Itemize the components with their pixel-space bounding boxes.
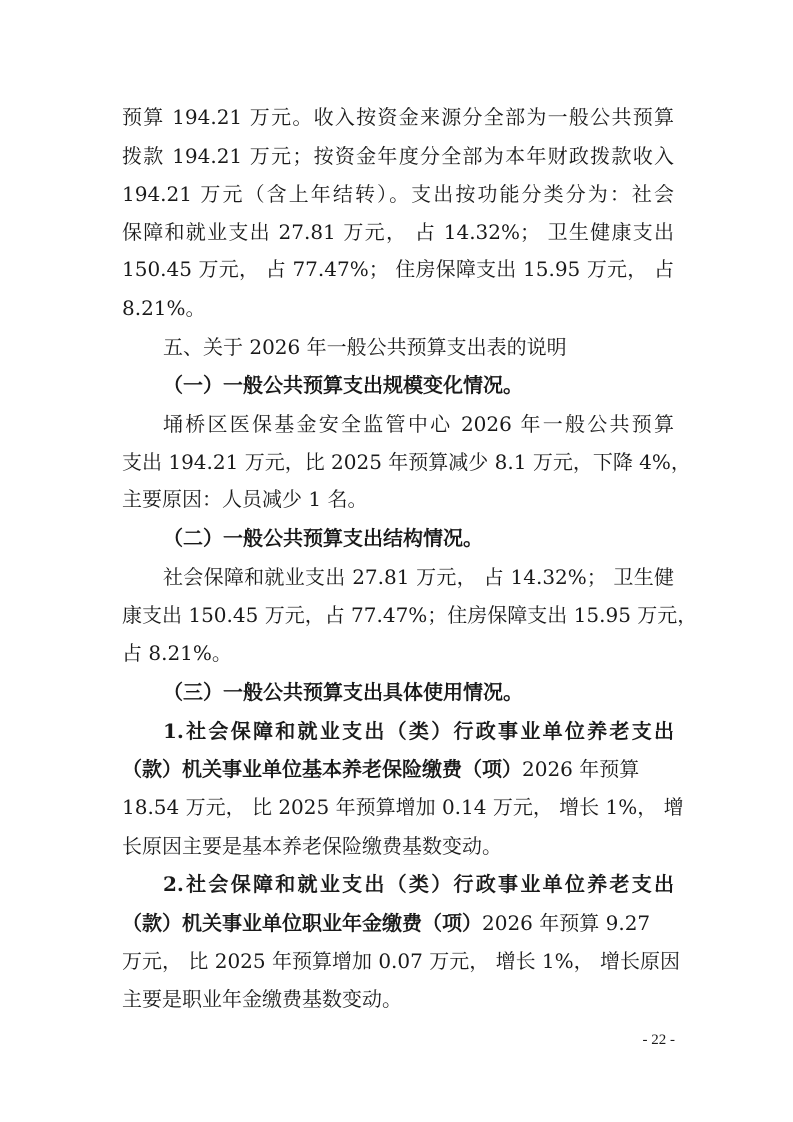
paragraph-line: 社会保障和就业支出 27.81 万元， 占 14.32%； 卫生健 (163, 565, 674, 589)
item-amount-text: 2026 年预算 (522, 757, 640, 781)
section-heading: 五、关于 2026 年一般公共预算支出表的说明 (163, 335, 567, 359)
paragraph-line: 拨款 194.21 万元；按资金年度分全部为本年财政拨款收入 (122, 144, 674, 168)
item-heading: 1.社会保障和就业支出（类）行政事业单位养老支出 (163, 719, 674, 743)
item-amount-text: 2026 年预算 9.27 (482, 911, 651, 935)
paragraph-line: 194.21 万元（含上年结转）。支出按功能分类分为：社会 (122, 182, 674, 206)
paragraph-line: 150.45 万元， 占 77.47%； 住房保障支出 15.95 万元， 占 (122, 257, 674, 281)
paragraph-line (122, 756, 674, 782)
subsection-heading: （二）一般公共预算支出结构情况。 (163, 526, 483, 550)
paragraph-line: 主要原因：人员减少 1 名。 (122, 487, 368, 511)
item-heading: 2.社会保障和就业支出（类）行政事业单位养老支出 (163, 872, 674, 896)
paragraph-line: 8.21%。 (122, 296, 206, 320)
paragraph-line: 主要是职业年金缴费基数变动。 (122, 987, 402, 1011)
paragraph-line: 埇桥区医保基金安全监管中心 2026 年一般公共预算 (163, 412, 674, 436)
paragraph-line: 18.54 万元， 比 2025 年预算增加 0.14 万元， 增长 1%， 增 (122, 795, 684, 819)
subsection-heading: （一）一般公共预算支出规模变化情况。 (163, 373, 523, 397)
paragraph-line: 占 8.21%。 (122, 641, 232, 665)
page-number: - 22 - (642, 1032, 675, 1048)
paragraph-line: 预算 194.21 万元。收入按资金来源分全部为一般公共预算 (122, 105, 674, 129)
paragraph-line (122, 910, 674, 936)
paragraph-line: 保障和就业支出 27.81 万元， 占 14.32%； 卫生健康支出 (122, 220, 674, 244)
subsection-heading: （三）一般公共预算支出具体使用情况。 (163, 680, 523, 704)
item-heading-continued: （款）机关事业单位基本养老保险缴费（项） (122, 757, 522, 781)
paragraph-line: 长原因主要是基本养老保险缴费基数变动。 (122, 834, 502, 858)
paragraph-line: 康支出 150.45 万元，占 77.47%；住房保障支出 15.95 万元， (122, 603, 698, 627)
paragraph-line: 支出 194.21 万元，比 2025 年预算减少 8.1 万元，下降 4%， (122, 450, 691, 474)
item-heading-continued: （款）机关事业单位职业年金缴费（项） (122, 911, 482, 935)
paragraph-line: 万元， 比 2025 年预算增加 0.07 万元， 增长 1%， 增长原因 (122, 949, 681, 973)
